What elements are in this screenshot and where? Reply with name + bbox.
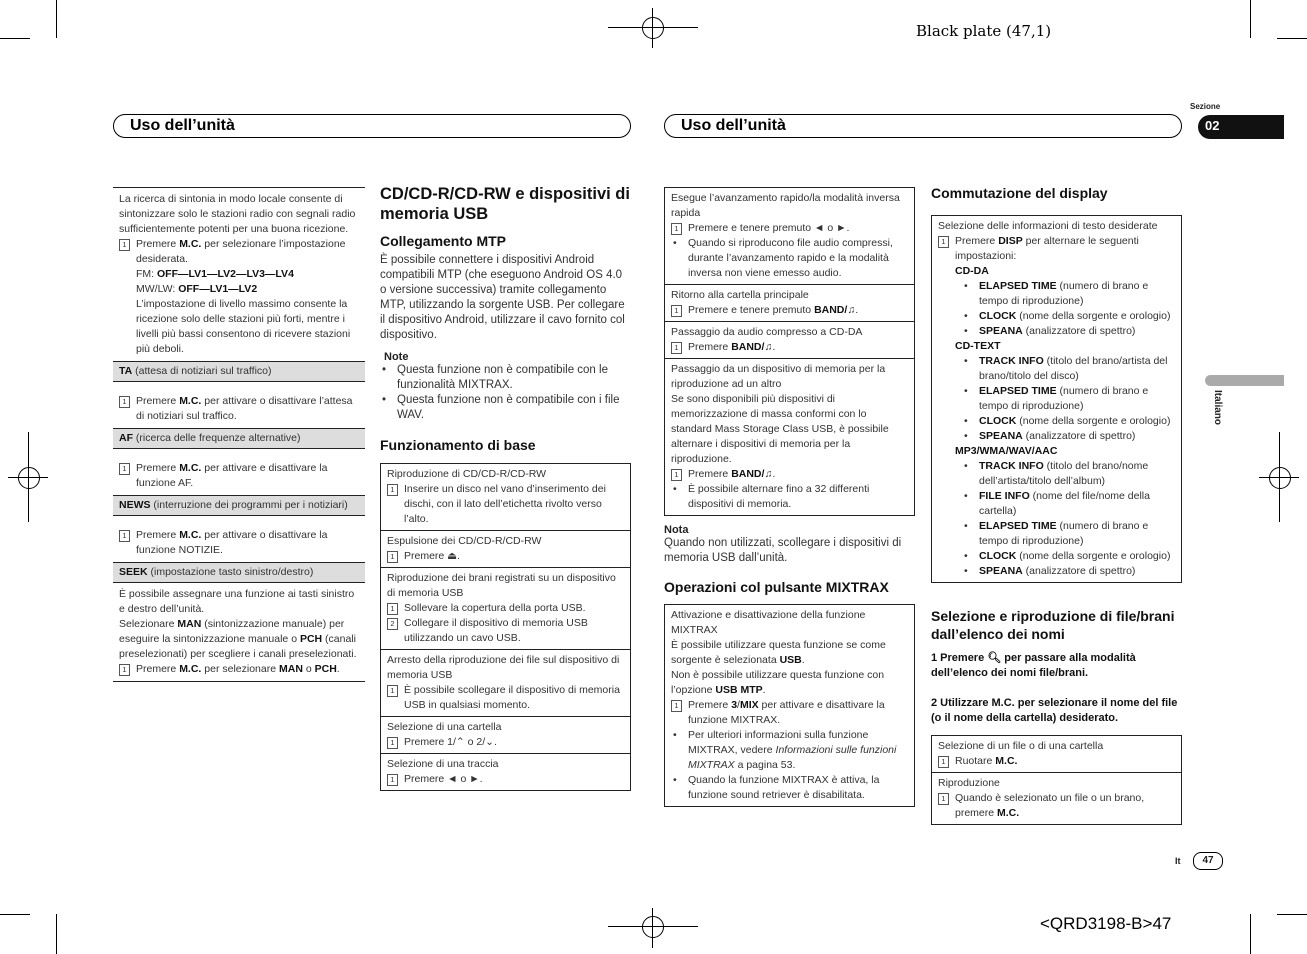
note-item: • Questa funzione non è compatibile con le funzionalità MIXTRAX. [380,363,631,393]
crop-mark [56,914,57,954]
table-row: Riproduzione dei brani registrati su un dispositivo di memoria USB 1 Sollevare la copertura della porta USB. 2 Collegare il dispositivo di memoria USB utilizzando un cavo USB. [381,567,630,649]
crop-mark [1250,914,1251,954]
registration-circle [642,17,664,39]
table-row: Selezione delle informazioni di testo desiderate 1 Premere DISP per alternare le seguenti impostazioni: CD-DA • ELAPSED TIME (numero di brano e tempo di riproduzione) • CLOCK (nome della sorgente e orologio) • SPEANA (analizzatore di spettro) CD-TEXT • TRACK INFO (titolo del brano/artista del brano/titolo del disco) • ELAPSED TIME (numero di brano e tempo di riproduzione) • CLOCK (nome della sorgente e orologio) • SPEANA (analizzatore di spettro) MP3/WMA/WAV/AAC • TRACK INFO (titolo del brano/nome dell’artista/titolo dell’album) • FILE INFO (nome del file/nome della cartella) • ELAPSED TIME (numero di brano e tempo di riproduzione) • CLOCK (nome della sorgente e orologio) • SPEANA (analizzatore di spettro) [932,216,1181,582]
search-icon: 🔍︎ [987,652,1002,664]
table-row: Ritorno alla cartella principale 1 Premere e tenere premuto BAND/♫. [665,284,914,321]
note-item: • Questa funzione non è compatibile con i file WAV. [380,393,631,423]
registration-circle [18,467,40,489]
section-header-right: Uso dell’unità [664,114,1182,138]
note-text: Quando non utilizzati, scollegare i dispositivi di memoria USB dall’unità. [664,537,902,564]
mw-levels: MW/LW: OFF—LV1—LV2 [136,283,258,295]
language-label: Italiano [1212,390,1223,426]
table-row: Riproduzione 1 Quando è selezionato un file o un brano, premere M.C. [932,772,1181,824]
table-row: Attivazione e disattivazione della funzione MIXTRAX È possibile utilizzare questa funzione se come sorgente è selezionata USB. Non è possibile utilizzare questa funzione con l’opzione USB MTP. 1 Premere 3/MIX per attivare e disattivare la funzione MIXTRAX. • Per ulteriori informazioni sulla funzione MIXTRAX, vedere Informazioni sulle funzioni MIXTRAX a pagina 53. • Quando la funzione MIXTRAX è attiva, la funzione sound retriever è disabilitata. [665,605,914,806]
step: 1 Premere M.C. per attivare e disattivare la funzione AF. [119,461,359,491]
plate-label: Black plate (47,1) [916,22,1052,40]
note-title: Note [384,351,409,363]
table-row: Espulsione dei CD/CD-R/CD-RW 1 Premere ⏏. [381,530,630,567]
table-row: Passaggio da audio compresso a CD-DA 1 Premere BAND/♫. [665,321,914,358]
ta-heading: TA (attesa di notiziari sul traffico) [113,361,365,382]
display-table [931,215,1182,583]
mixtrax-title: Operazioni col pulsante MIXTRAX [664,579,889,595]
crop-mark [0,914,30,915]
column-2 [380,184,631,791]
note-title: Nota [664,524,689,536]
step: 1 Premere M.C. per attivare o disattivare la funzione NOTIZIE. [119,528,359,558]
usb-operations-table [664,187,915,516]
section-number: 02 [1205,118,1220,133]
table-row: Passaggio da un dispositivo di memoria per la riproduzione ad un altro Se sono disponibili più dispositivi di memorizzazione di massa conformi con lo standard Mass Storage Class USB, è possibile alternare i dispositivi di memoria per la riproduzione. 1 Premere BAND/♫. • È possibile alternare fino a 32 differenti dispositivi di memoria. [665,358,914,515]
seek-heading: SEEK (impostazione tasto sinistro/destro) [113,562,365,583]
crop-mark [56,0,57,38]
fm-levels: FM: OFF—LV1—LV2—LV3—LV4 [136,268,294,280]
display-title: Commutazione del display [931,185,1108,201]
seek-text: Selezionare MAN (sintonizzazione manuale) per eseguire la sintonizzazione manuale o PCH (canali preselezionati) per scegliere i canali preselezionati. [119,618,357,660]
table-row: Selezione di una cartella 1 Premere 1/⌃ o 2/⌄. [381,716,630,753]
selection-table [931,735,1182,825]
registration-circle [642,916,664,938]
table-row: Selezione di un file o di una cartella 1 Ruotare M.C. [938,740,1104,767]
af-heading: AF (ricerca delle frequenze alternative) [113,428,365,449]
level-note: L’impostazione di livello massimo consente la ricezione solo delle stazioni più forti, mentre i livelli più bassi consentono di ricevere stazioni più deboli. [136,298,351,355]
seek-text: È possibile assegnare una funzione ai tasti sinistro e destro dell’unità. [119,588,355,615]
mtp-title: Collegamento MTP [380,233,507,249]
crop-mark [1277,914,1307,915]
news-heading: NEWS (interruzione dei programmi per i notiziari) [113,495,365,516]
local-seek-intro: La ricerca di sintonia in modo locale consente di sintonizzare solo le stazioni radio con segnali radio sufficientemente potenti per una buona ricezione. [119,193,356,235]
language-tab [1205,375,1284,386]
section-label: Sezione [1190,102,1221,111]
column-3 [664,187,915,807]
selection-title: Selezione e riproduzione di file/brani dall’elenco dei nomi [931,608,1175,642]
column-1 [113,187,365,682]
column-4 [931,184,1182,825]
table-row: Esegue l’avanzamento rapido/la modalità inversa rapida 1 Premere e tenere premuto ◄ o ►. • Quando si riproducono file audio compressi, durante l’avanzamento rapido e la modalità inversa non viene emesso audio. [665,188,914,284]
basic-operations-table [380,463,631,791]
music-icon: ♫ [764,468,773,480]
selection-step-1: 1 Premere 🔍︎ per passare alla modalità dell’elenco dei nomi file/brani. [931,652,1136,679]
registration-circle [1269,467,1291,489]
document-code: <QRD3198-B>47 [1040,914,1172,933]
music-icon: ♫ [847,304,856,316]
crop-mark [1277,38,1307,39]
page-number: 47 [1193,852,1223,870]
crop-mark [0,38,30,39]
step: 1 Premere M.C. per selezionare l’impostazione desiderata. [119,237,359,267]
mixtrax-table [664,604,915,807]
selection-step-2: 2 Utilizzare M.C. per selezionare il nome del file (o il nome della cartella) desiderato. [931,697,1178,724]
page-language: It [1175,856,1181,866]
music-icon: ♫ [764,341,773,353]
step: 1 Premere M.C. per selezionare MAN o PCH. [119,662,359,677]
crop-mark [1250,0,1251,38]
table-row: Selezione di una traccia 1 Premere ◄ o ►. [381,753,630,790]
basic-title: Funzionamento di base [380,437,536,453]
section-title: CD/CD-R/CD-RW e dispositivi di memoria USB [380,185,630,223]
table-row: Arresto della riproduzione dei file sul dispositivo di memoria USB 1 È possibile scollegare il dispositivo di memoria USB in qualsiasi momento. [381,649,630,716]
step: 1 Premere M.C. per attivare o disattivare l’attesa di notiziari sul traffico. [119,394,359,424]
table-row: Riproduzione di CD/CD-R/CD-RW 1 Inserire un disco nel vano d’inserimento dei dischi, con il lato dell’etichetta rivolto verso l’alto. [387,468,606,525]
section-header-left: Uso dell’unità [113,114,631,138]
mtp-text: È possibile connettere i dispositivi Android compatibili MTP (che eseguono Android OS 4.0 o versione successiva) tramite collegamento MTP, utilizzando la sorgente USB. Per collegare il dispositivo Android, utilizzare il cavo fornito col dispositivo. [380,254,625,341]
